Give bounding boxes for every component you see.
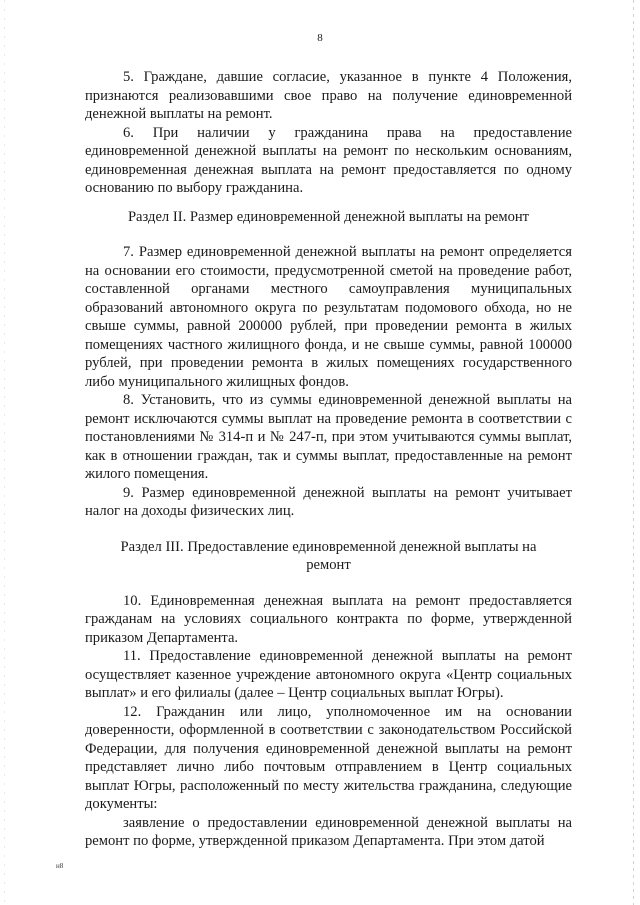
section-3-heading-line1: Раздел III. Предоставление единовременной денежной выплаты на bbox=[120, 538, 537, 555]
paragraph-12: 12. Гражданин или лицо, уполномоченное им на основании доверенности, оформленной в соответствии с законодательством Российской Федерации, для получения единовременной денежной выплаты на ремонт представляет лично либо почтовым отправлением в Центр социальных выплат Югры, расположенный по месту жительства гражданина, следующие документы: bbox=[85, 703, 572, 812]
scan-edge-left bbox=[4, 0, 5, 905]
scan-edge-right bbox=[633, 0, 634, 905]
paragraph-7: 7. Размер единовременной денежной выплаты на ремонт определяется на основании его стоимости, предусмотренной сметой на проведение работ, составленной органами местного самоуправления муниципальных образований автономного округа по результатам подомового обхода, но не свыше суммы, равной 200000 рублей, при проведении ремонта в жилых помещениях частного жилищного фонда, и не свыше суммы, равной 100000 рублей, при проведении ремонта в жилых помещениях государственного либо муниципального жилищных фондов. bbox=[85, 244, 572, 390]
paragraph-10: 10. Единовременная денежная выплата на ремонт предоставляется гражданам на условиях социального контракта по форме, утвержденной приказом Департамента. bbox=[85, 592, 572, 646]
footer-code: н8 bbox=[56, 862, 64, 870]
section-3-heading bbox=[85, 538, 572, 575]
spacer bbox=[85, 226, 572, 243]
paragraph-12-item-1: заявление о предоставлении единовременной денежной выплаты на ремонт по форме, утвержденной приказом Департамента. При этом датой bbox=[85, 814, 572, 849]
page-number: 8 bbox=[317, 32, 323, 44]
spacer bbox=[85, 198, 572, 208]
paragraph-11: 11. Предоставление единовременной денежной выплаты на ремонт осуществляет казенное учреждение автономного округа «Центр социальных выплат» и его филиалы (далее – Центр социальных выплат Югры). bbox=[85, 648, 572, 701]
paragraph-5: 5. Граждане, давшие согласие, указанное в пункте 4 Положения, признаются реализовавшими свое право на получение единовременной денежной выплаты на ремонт. bbox=[85, 69, 572, 122]
paragraph-6: 6. При наличии у гражданина права на предоставление единовременной денежной выплаты на ремонт по нескольким основаниям, единовременная денежная выплата на ремонт предоставляется по одному основанию по выбору гражданина. bbox=[85, 124, 572, 196]
document-body bbox=[85, 68, 572, 851]
paragraph-8: 8. Установить, что из суммы единовременной денежной выплаты на ремонт исключаются суммы выплат на проведение ремонта в соответствии с постановлениями № 314-п и № 247-п, при этом учитываются суммы выплат, как в отношении граждан, так и суммы выплат, предоставленные на ремонт жилого помещения. bbox=[85, 392, 572, 482]
section-2-heading: Раздел II. Размер единовременной денежной выплаты на ремонт bbox=[127, 208, 530, 225]
paragraph-9: 9. Размер единовременной денежной выплаты на ремонт учитывает налог на доходы физических лиц. bbox=[85, 484, 572, 519]
spacer bbox=[85, 521, 572, 538]
spacer bbox=[85, 575, 572, 592]
section-3-heading-line2: ремонт bbox=[306, 557, 351, 573]
